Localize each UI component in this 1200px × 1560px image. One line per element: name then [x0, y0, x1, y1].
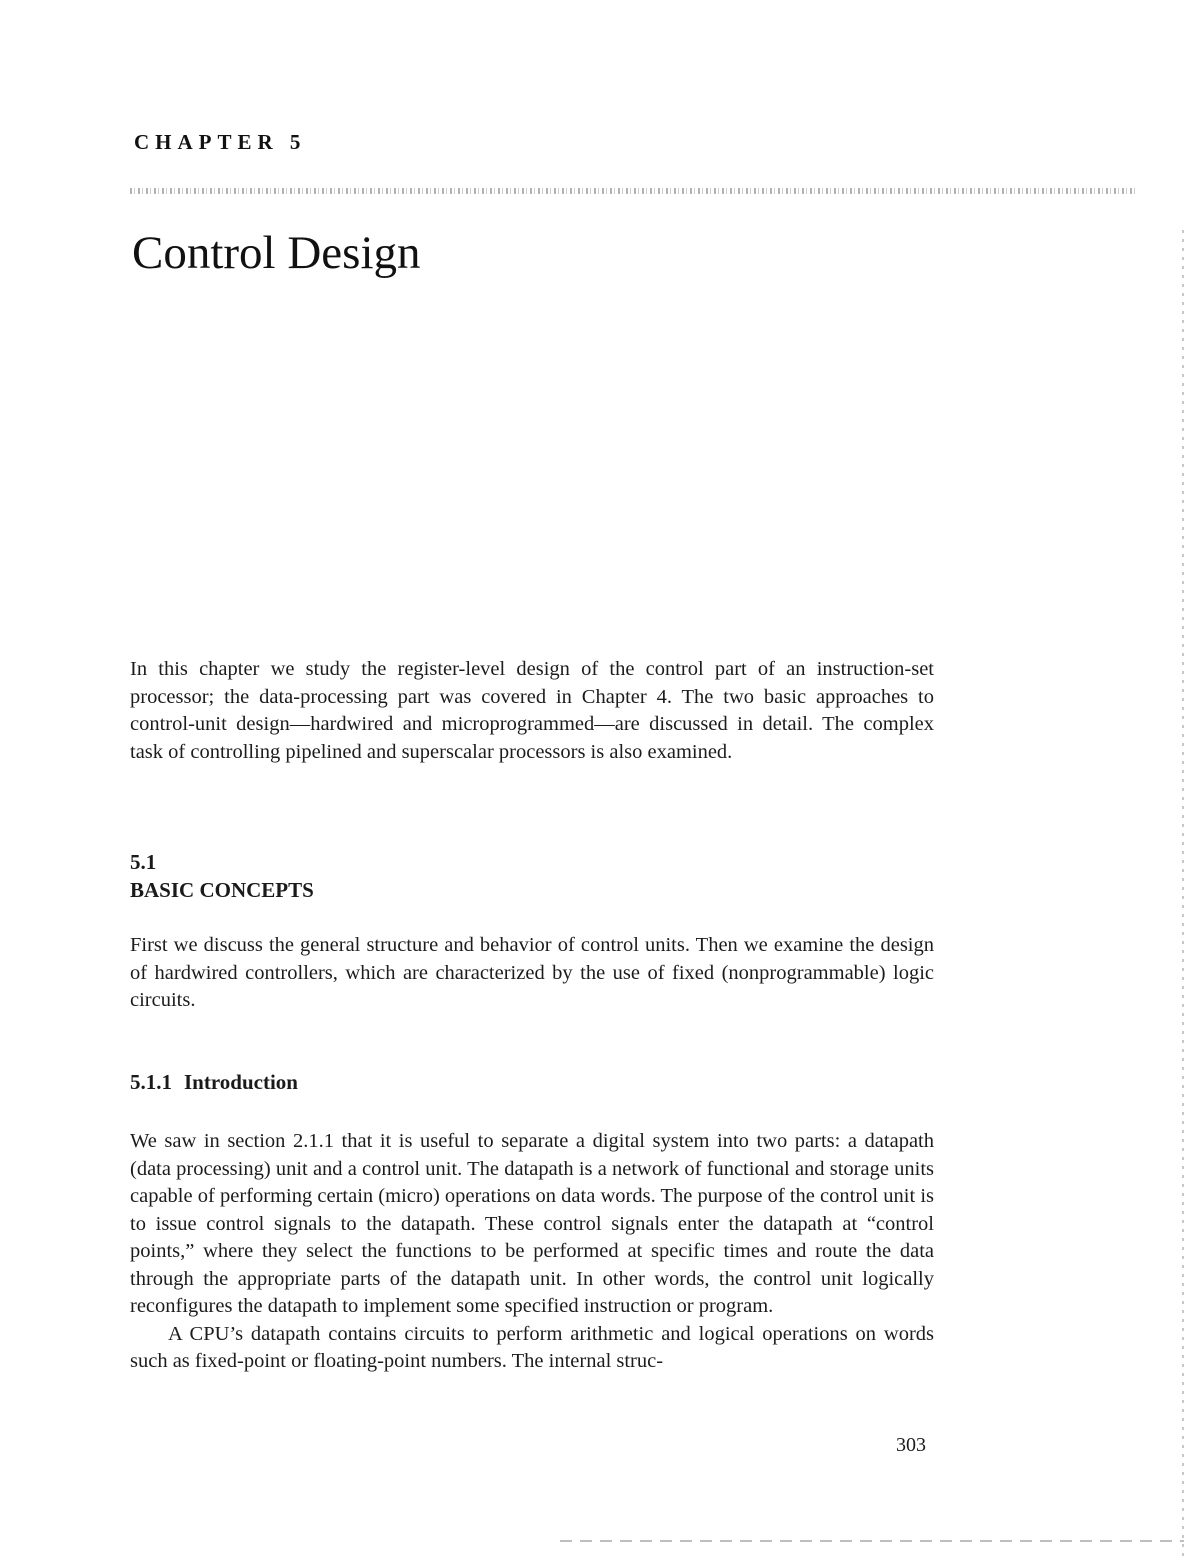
section-title: BASIC CONCEPTS	[130, 878, 314, 902]
chapter-intro-paragraph: In this chapter we study the register-level design of the control part of an instruction-set processor; the data-processing part was covered in Chapter 4. The two basic approaches to control-unit design—hardwired and microprogrammed—are discussed in detail. The complex task of controlling pipelined and superscalar processors is also examined.	[130, 658, 934, 763]
chapter-title: Control Design	[132, 227, 421, 279]
subsection-title: Introduction	[184, 1070, 298, 1094]
section-number: 5.1	[130, 850, 157, 874]
body-paragraph: We saw in section 2.1.1 that it is useful to separate a digital system into two parts: a datapath (data processing) unit and a control unit. The datapath is a network of functional and storage units capable of performing certain (micro) operations on data words. The purpose of the control unit is to issue control signals to the datapath. These control signals enter the datapath at “control points,” where they select the functions to be performed at specific times and route the data through the appropriate parts of the datapath unit. In other words, the control unit logically reconfigures the datapath to implement some specified instruction or program.	[130, 1130, 934, 1317]
page-number: 303	[896, 1434, 926, 1456]
section-paragraph: First we discuss the general structure and behavior of control units. Then we examine the design of hardwired controllers, which are characterized by the use of fixed (nonprogrammable) logic circuits.	[130, 934, 934, 1011]
subsection-body	[130, 1128, 934, 1376]
subsection-number: 5.1.1	[130, 1070, 172, 1094]
subsection-heading	[130, 1070, 298, 1095]
scan-edge-bottom	[560, 1540, 1184, 1542]
body-paragraph: A CPU’s datapath contains circuits to perform arithmetic and logical operations on words such as fixed-point or floating-point numbers. The internal struc-	[130, 1322, 934, 1372]
scan-edge-right	[1182, 230, 1184, 1560]
chapter-rule	[130, 188, 1135, 194]
chapter-label: CHAPTER 5	[134, 130, 307, 154]
